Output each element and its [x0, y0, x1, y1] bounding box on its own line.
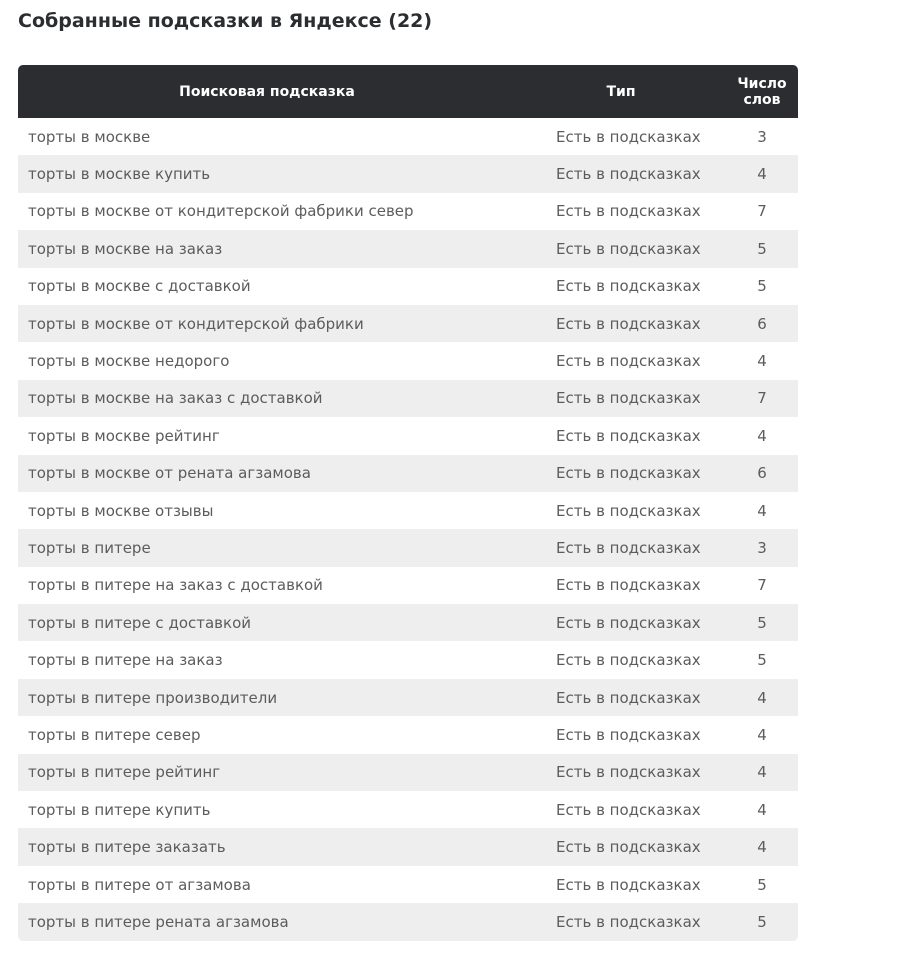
table-row: [18, 342, 798, 379]
cell-query: торты в питере с доставкой: [28, 613, 252, 632]
table-row: [18, 155, 798, 192]
table-row: [18, 754, 798, 791]
table-row: [18, 791, 798, 828]
cell-query: торты в москве купить: [28, 165, 211, 184]
cell-query: торты в москве: [28, 127, 151, 146]
cell-type: Есть в подсказках: [556, 651, 701, 670]
table-row: [18, 230, 798, 267]
cell-word-count: 5: [757, 613, 767, 632]
cell-type: Есть в подсказках: [556, 800, 701, 819]
cell-word-count: 5: [757, 912, 767, 931]
cell-query: торты в питере заказать: [28, 838, 226, 857]
cell-type: Есть в подсказках: [556, 239, 701, 258]
cell-type: Есть в подсказках: [556, 389, 701, 408]
cell-type: Есть в подсказках: [556, 277, 701, 296]
cell-type: Есть в подсказках: [556, 912, 701, 931]
table-row: [18, 380, 798, 417]
cell-type: Есть в подсказках: [556, 165, 701, 184]
cell-type: Есть в подсказках: [556, 538, 701, 557]
cell-word-count: 6: [757, 464, 767, 483]
cell-type: Есть в подсказках: [556, 725, 701, 744]
cell-word-count: 3: [757, 127, 767, 146]
cell-word-count: 5: [757, 239, 767, 258]
cell-query: торты в питере рената агзамова: [28, 912, 289, 931]
table-row: [18, 417, 798, 454]
cell-query: торты в москве на заказ: [28, 239, 223, 258]
cell-type: Есть в подсказках: [556, 613, 701, 632]
cell-query: торты в москве рейтинг: [28, 426, 220, 445]
cell-query: торты в питере рейтинг: [28, 763, 221, 782]
cell-type: Есть в подсказках: [556, 314, 701, 333]
column-header-query[interactable]: Поисковая подсказка: [179, 83, 355, 100]
cell-word-count: 7: [757, 576, 767, 595]
cell-word-count: 6: [757, 314, 767, 333]
cell-type: Есть в подсказках: [556, 763, 701, 782]
cell-query: торты в москве с доставкой: [28, 277, 251, 296]
table-row: [18, 529, 798, 566]
cell-word-count: 3: [757, 538, 767, 557]
cell-query: торты в питере от агзамова: [28, 875, 251, 894]
table-row: [18, 716, 798, 753]
column-header-word-count[interactable]: Число слов: [737, 75, 787, 108]
cell-type: Есть в подсказках: [556, 464, 701, 483]
table-body: [18, 118, 798, 941]
cell-query: торты в москве на заказ с доставкой: [28, 389, 323, 408]
table-row: [18, 268, 798, 305]
table-row: [18, 492, 798, 529]
cell-query: торты в питере производители: [28, 688, 278, 707]
table-row: [18, 641, 798, 678]
cell-word-count: 4: [757, 763, 767, 782]
table-row: [18, 903, 798, 940]
cell-type: Есть в подсказках: [556, 875, 701, 894]
cell-word-count: 4: [757, 688, 767, 707]
page-title: Собранные подсказки в Яндексе (22): [18, 10, 433, 32]
cell-word-count: 5: [757, 277, 767, 296]
cell-word-count: 5: [757, 875, 767, 894]
cell-word-count: 4: [757, 165, 767, 184]
cell-word-count: 7: [757, 202, 767, 221]
column-header-type[interactable]: Тип: [606, 83, 636, 100]
cell-query: торты в питере на заказ: [28, 651, 223, 670]
table-row: [18, 567, 798, 604]
cell-type: Есть в подсказках: [556, 838, 701, 857]
cell-word-count: 7: [757, 389, 767, 408]
cell-query: торты в питере север: [28, 725, 201, 744]
table-row: [18, 118, 798, 155]
cell-type: Есть в подсказках: [556, 688, 701, 707]
table-row: [18, 866, 798, 903]
cell-word-count: 4: [757, 725, 767, 744]
table-row: [18, 193, 798, 230]
table-row: [18, 455, 798, 492]
cell-query: торты в москве от кондитерской фабрики север: [28, 202, 414, 221]
table-header: [18, 65, 798, 118]
cell-word-count: 4: [757, 501, 767, 520]
cell-word-count: 4: [757, 426, 767, 445]
cell-type: Есть в подсказках: [556, 202, 701, 221]
cell-word-count: 4: [757, 800, 767, 819]
cell-query: торты в москве недорого: [28, 352, 230, 371]
table-row: [18, 305, 798, 342]
cell-query: торты в питере купить: [28, 800, 211, 819]
cell-query: торты в москве отзывы: [28, 501, 214, 520]
table-row: [18, 828, 798, 865]
cell-type: Есть в подсказках: [556, 127, 701, 146]
cell-word-count: 4: [757, 838, 767, 857]
cell-type: Есть в подсказках: [556, 501, 701, 520]
cell-type: Есть в подсказках: [556, 352, 701, 371]
cell-word-count: 5: [757, 651, 767, 670]
cell-query: торты в москве от рената агзамова: [28, 464, 311, 483]
cell-word-count: 4: [757, 352, 767, 371]
cell-query: торты в питере: [28, 538, 151, 557]
table-row: [18, 604, 798, 641]
cell-type: Есть в подсказках: [556, 576, 701, 595]
cell-type: Есть в подсказках: [556, 426, 701, 445]
cell-query: торты в питере на заказ с доставкой: [28, 576, 323, 595]
suggestions-table: [18, 65, 798, 941]
cell-query: торты в москве от кондитерской фабрики: [28, 314, 364, 333]
table-row: [18, 679, 798, 716]
